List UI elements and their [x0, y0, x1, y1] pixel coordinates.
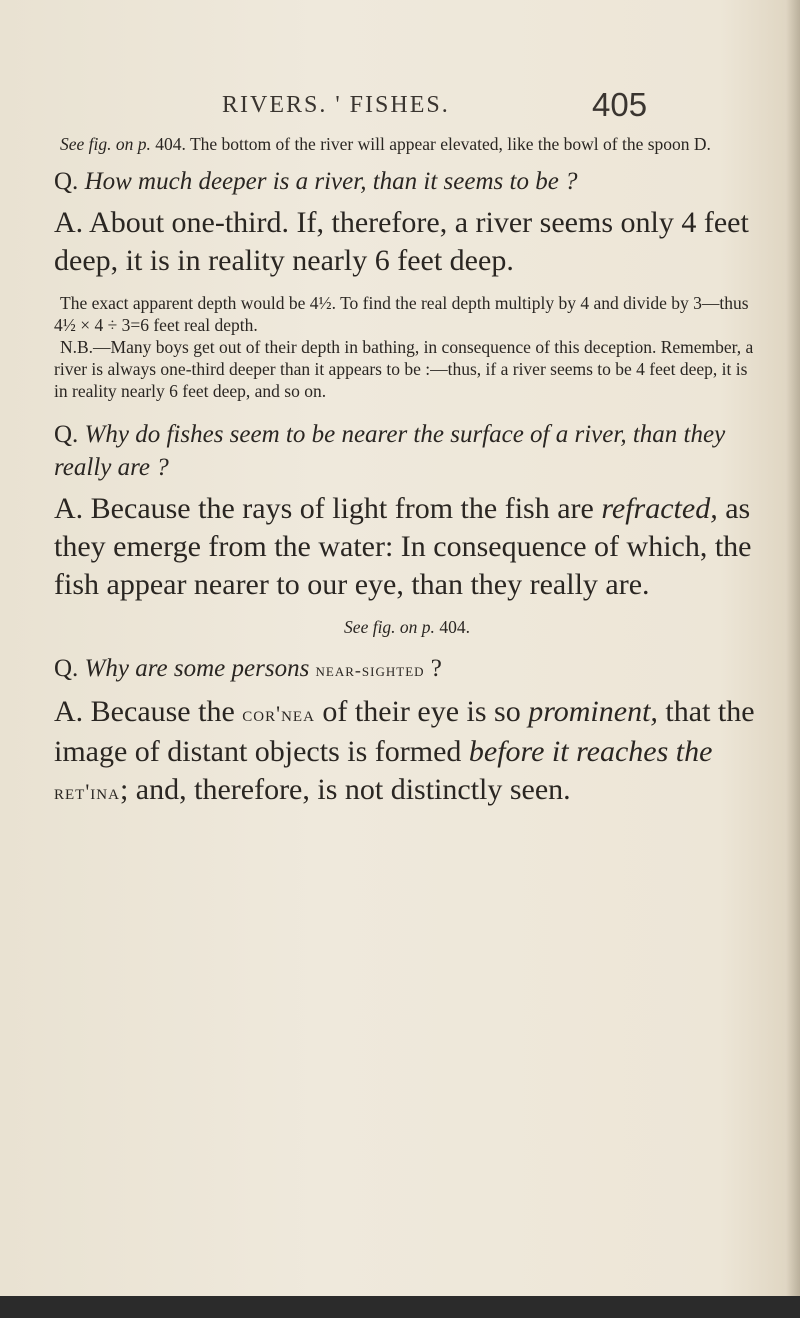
question-text: Why do fishes seem to be nearer the surface of a river, than they really are ? [54, 421, 726, 481]
figure-ref: See fig. on p. [60, 134, 151, 154]
figure-note-text: The bottom of the river will appear elevated, like the bowl of the spoon D. [189, 134, 711, 154]
question-text: How much deeper is a river, than it seems to be ? [84, 168, 578, 195]
bathing-warning-note: N.B.—Many boys get out of their depth in bathing, in consequence of this deception. Remember, a river is always one-third deeper than it appears to be :—thus, if a river seems to be 4 feet deep, it is in reality nearly 6 feet deep, and so on. [54, 337, 754, 401]
answer-text: Because the [90, 695, 235, 728]
answer-text: Because the rays of light from the fish are [90, 492, 594, 525]
running-head: RIVERS. ' FISHES. [222, 92, 450, 118]
question-keyword: near-sighted [315, 660, 425, 680]
question-label: Q. [54, 655, 79, 682]
figure-note [54, 133, 760, 155]
question-fishes [54, 418, 760, 484]
page-edge-shadow [786, 0, 800, 1318]
page-body [54, 133, 760, 811]
answer-text: About one-third. If, therefore, a river seems only 4 feet deep, it is in reality nearly 6 feet deep. [54, 206, 749, 277]
question-label: Q. [54, 421, 79, 448]
term-retina: ret'ina [54, 779, 120, 804]
answer-label: A. [54, 206, 84, 239]
figure-ref: See fig. on p. [344, 617, 435, 637]
answer-text-3: that the image of distant objects is formed [54, 695, 755, 768]
answer-label: A. [54, 492, 84, 525]
page-header [0, 86, 800, 126]
question-text: Why are some persons [84, 655, 310, 682]
page-number: 405 [592, 86, 648, 123]
question-depth [54, 165, 760, 198]
answer-near-sighted [54, 693, 760, 811]
answer-text-4: ; and, therefore, is not distinctly seen. [119, 773, 571, 806]
answer-emphasis: refracted, [601, 492, 718, 525]
figure-ref-number: 404. [439, 617, 470, 637]
scan-bottom-edge [0, 1296, 800, 1318]
figure-note-fishes [54, 616, 760, 638]
depth-calculation-note: The exact apparent depth would be 4½. To find the real depth multiply by 4 and divide by 3—thus 4½ × 4 ÷ 3=6 feet real depth. [54, 293, 749, 335]
answer-depth [54, 204, 760, 280]
answer-fishes [54, 490, 760, 604]
question-mark: ? [430, 655, 442, 682]
answer-text-continued: as they emerge from the water: In consequence of which, the fish appear nearer to our eye, than they really are. [54, 492, 752, 601]
answer-emphasis-prominent: prominent, [528, 695, 658, 728]
answer-emphasis-before: before it reaches the [468, 735, 713, 768]
figure-ref-number: 404. [155, 134, 186, 154]
term-cornea: cor'nea [242, 701, 315, 726]
answer-label: A. [54, 695, 84, 728]
answer-text-2: of their eye is so [322, 695, 521, 728]
question-label: Q. [54, 168, 79, 195]
question-near-sighted [54, 652, 760, 687]
